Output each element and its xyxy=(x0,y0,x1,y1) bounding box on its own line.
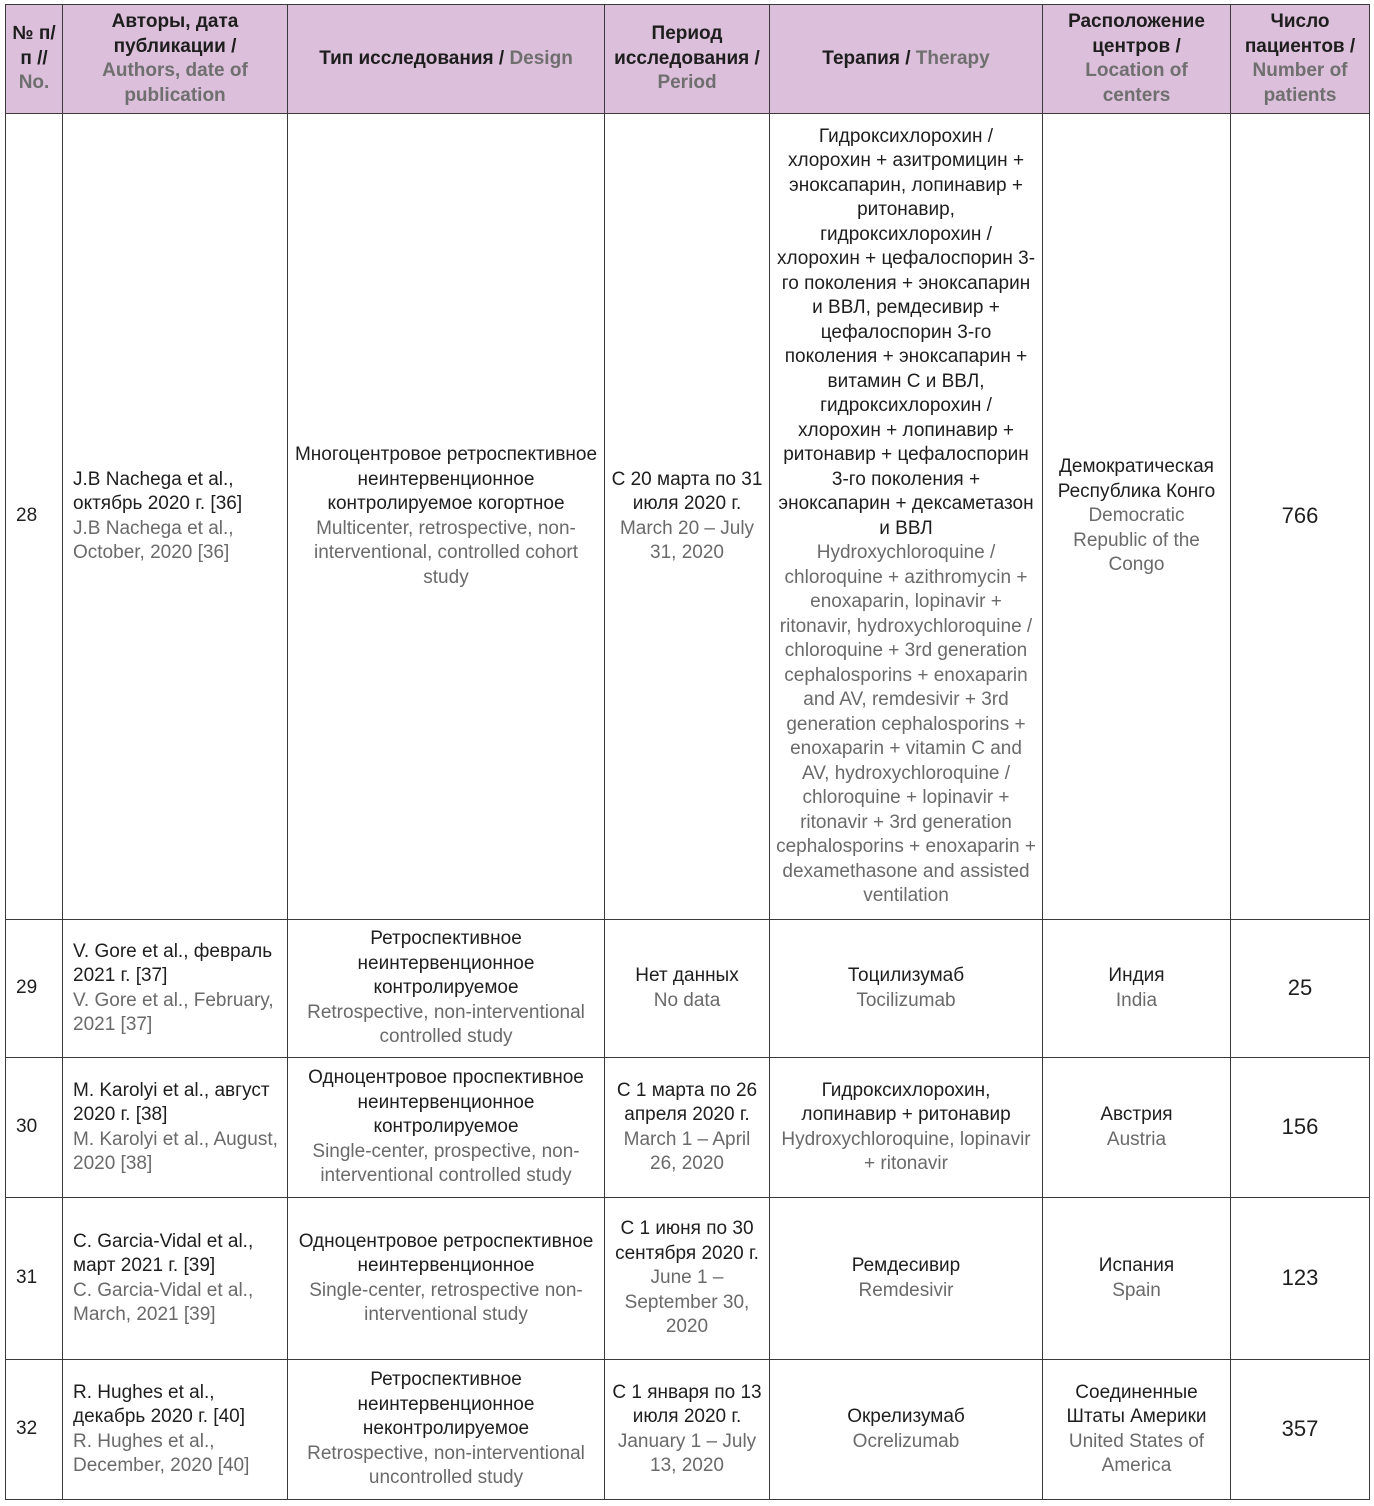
cell-design: Ретроспективное неинтервенционное контролируемое Retrospective, non-interventional controlled study xyxy=(288,920,605,1058)
header-therapy: Терапия / Therapy xyxy=(770,5,1043,114)
cell-design: Одноцентровое ретроспективное неинтервенционное Single-center, retrospective non-interventional study xyxy=(288,1198,605,1360)
cell-period: С 1 января по 13 июля 2020 г. January 1 – July 13, 2020 xyxy=(605,1360,770,1500)
studies-table xyxy=(5,4,1370,1500)
cell-location: Австрия Austria xyxy=(1043,1058,1231,1198)
cell-therapy: Гидроксихлорохин / хлорохин + азитромицин + эноксапарин, лопинавир + ритонавир, гидроксихлорохин / хлорохин + цефалоспорин 3-го поколения + эноксапарин и ВВЛ, ремдесивир + цефалоспорин 3-го поколения + эноксапарин + витамин С и ВВЛ, гидроксихлорохин / хлорохин + лопинавир + ритонавир + цефалоспорин 3-го поколения + эноксапарин + дексаметазон и ВВЛ Hydroxychloroquine / chloroquine + azithromycin + enoxaparin, lopinavir + ritonavir, hydroxychloroquine / chloroquine + 3rd generation cephalosporins + enoxaparin and AV, remdesivir + 3rd generation cephalosporins + enoxaparin + vitamin C and AV, hydroxychloroquine / chloroquine + lopinavir + ritonavir + 3rd generation cephalosporins + enoxaparin + dexamethasone and assisted ventilation xyxy=(770,114,1043,920)
cell-authors: C. Garcia-Vidal et al., март 2021 г. [39] C. Garcia-Vidal et al., March, 2021 [39] xyxy=(63,1198,288,1360)
cell-location: Демократическая Республика Конго Democratic Republic of the Congo xyxy=(1043,114,1231,920)
cell-therapy: Окрелизумаб Ocrelizumab xyxy=(770,1360,1043,1500)
cell-design: Одноцентровое проспективное неинтервенционное контролируемое Single-center, prospective, non-interventional controlled study xyxy=(288,1058,605,1198)
header-patients: Число пациентов / Number of patients xyxy=(1231,5,1370,114)
cell-therapy: Ремдесивир Remdesivir xyxy=(770,1198,1043,1360)
cell-patients: 123 xyxy=(1231,1198,1370,1360)
cell-no: 30 xyxy=(6,1058,63,1198)
cell-no: 28 xyxy=(6,114,63,920)
cell-authors: V. Gore et al., февраль 2021 г. [37] V. Gore et al., February, 2021 [37] xyxy=(63,920,288,1058)
cell-patients: 357 xyxy=(1231,1360,1370,1500)
table-row xyxy=(6,114,1370,920)
cell-patients: 766 xyxy=(1231,114,1370,920)
cell-therapy: Тоцилизумаб Tocilizumab xyxy=(770,920,1043,1058)
cell-location: Испания Spain xyxy=(1043,1198,1231,1360)
cell-authors: R. Hughes et al., декабрь 2020 г. [40] R. Hughes et al., December, 2020 [40] xyxy=(63,1360,288,1500)
header-location: Расположение центров / Location of centers xyxy=(1043,5,1231,114)
table-row xyxy=(6,1198,1370,1360)
cell-period: С 1 марта по 26 апреля 2020 г. March 1 – April 26, 2020 xyxy=(605,1058,770,1198)
cell-authors: M. Karolyi et al., август 2020 г. [38] M. Karolyi et al., August, 2020 [38] xyxy=(63,1058,288,1198)
cell-period: Нет данных No data xyxy=(605,920,770,1058)
cell-no: 31 xyxy=(6,1198,63,1360)
header-authors: Авторы, дата публикации / Authors, date of publication xyxy=(63,5,288,114)
cell-design: Ретроспективное неинтервенционное неконтролируемое Retrospective, non-interventional uncontrolled study xyxy=(288,1360,605,1500)
table-header-row xyxy=(6,5,1370,114)
cell-no: 29 xyxy=(6,920,63,1058)
table-row xyxy=(6,1058,1370,1198)
cell-patients: 25 xyxy=(1231,920,1370,1058)
header-design: Тип исследования / Design xyxy=(288,5,605,114)
cell-patients: 156 xyxy=(1231,1058,1370,1198)
cell-location: Индия India xyxy=(1043,920,1231,1058)
table-row xyxy=(6,1360,1370,1500)
header-period: Период исследования / Period xyxy=(605,5,770,114)
cell-period: С 1 июня по 30 сентября 2020 г. June 1 – September 30, 2020 xyxy=(605,1198,770,1360)
header-no: № п/п // No. xyxy=(6,5,63,114)
cell-design: Многоцентровое ретроспективное неинтервенционное контролируемое когортное Multicenter, retrospective, non-interventional, controlled cohort study xyxy=(288,114,605,920)
cell-location: Соединенные Штаты Америки United States of America xyxy=(1043,1360,1231,1500)
cell-period: С 20 марта по 31 июля 2020 г. March 20 – July 31, 2020 xyxy=(605,114,770,920)
cell-authors: J.B Nachega et al., октябрь 2020 г. [36] J.B Nachega et al., October, 2020 [36] xyxy=(63,114,288,920)
cell-therapy: Гидроксихлорохин, лопинавир + ритонавир Hydroxychloroquine, lopinavir + ritonavir xyxy=(770,1058,1043,1198)
table-row xyxy=(6,920,1370,1058)
cell-no: 32 xyxy=(6,1360,63,1500)
